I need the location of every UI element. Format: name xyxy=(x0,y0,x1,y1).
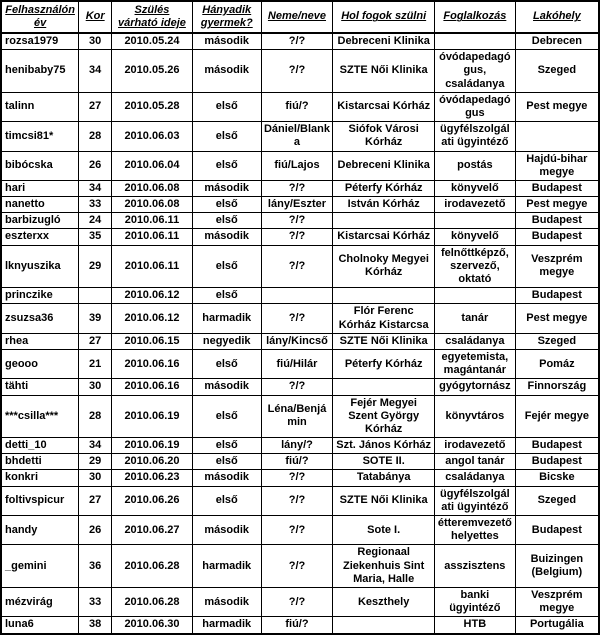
table-cell: 27 xyxy=(79,486,112,515)
table-cell: harmadik xyxy=(192,304,261,333)
table-cell: Szeged xyxy=(515,333,599,349)
table-cell: ?/? xyxy=(261,545,333,588)
table-cell: talinn xyxy=(1,92,79,121)
table-cell: családanya xyxy=(435,333,516,349)
table-cell: 34 xyxy=(79,50,112,93)
table-cell: ?/? xyxy=(261,470,333,486)
table-cell: timcsi81* xyxy=(1,122,79,151)
table-cell: fiú/Lajos xyxy=(261,151,333,180)
table-cell: 35 xyxy=(79,229,112,245)
table-cell: ügyfélszolgálati ügyintéző xyxy=(435,122,516,151)
table-row xyxy=(1,470,599,486)
table-cell: 2010.06.23 xyxy=(112,470,193,486)
column-header-label: Foglalkozás xyxy=(443,10,507,23)
table-cell: második xyxy=(192,50,261,93)
table-row xyxy=(1,180,599,196)
table-cell: 2010.06.16 xyxy=(112,349,193,378)
table-cell: Szeged xyxy=(515,486,599,515)
table-cell: hari xyxy=(1,180,79,196)
table-cell: detti_10 xyxy=(1,438,79,454)
table-row xyxy=(1,454,599,470)
table-cell: ügyfélszolgálati ügyintéző xyxy=(435,486,516,515)
table-cell: Pomáz xyxy=(515,349,599,378)
table-cell xyxy=(435,288,516,304)
table-cell: 24 xyxy=(79,213,112,229)
table-cell: 33 xyxy=(79,587,112,616)
table-cell: banki ügyintéző xyxy=(435,587,516,616)
table-row xyxy=(1,617,599,634)
table-cell: tanár xyxy=(435,304,516,333)
table-cell: Hajdú-bihar megye xyxy=(515,151,599,180)
table-cell: 27 xyxy=(79,92,112,121)
table-cell: postás xyxy=(435,151,516,180)
table-cell: lány/? xyxy=(261,438,333,454)
table-cell: negyedik xyxy=(192,333,261,349)
table-cell: 2010.06.12 xyxy=(112,288,193,304)
table-cell: 2010.06.27 xyxy=(112,516,193,545)
column-header xyxy=(261,1,333,33)
table-cell: barbizugló xyxy=(1,213,79,229)
table-cell: Veszprém megye xyxy=(515,245,599,288)
table-cell: 38 xyxy=(79,617,112,634)
table-row xyxy=(1,333,599,349)
table-cell: Budapest xyxy=(515,180,599,196)
table-cell: fiú/? xyxy=(261,454,333,470)
table-row xyxy=(1,213,599,229)
table-cell xyxy=(515,122,599,151)
table-cell: Léna/Benjámin xyxy=(261,395,333,438)
table-cell: irodavezető xyxy=(435,438,516,454)
table-cell: lány/Kincső xyxy=(261,333,333,349)
table-cell: Kistarcsai Kórház xyxy=(333,92,435,121)
table-cell: Fejér megye xyxy=(515,395,599,438)
table-cell: 2010.06.19 xyxy=(112,395,193,438)
table-cell: 2010.06.03 xyxy=(112,122,193,151)
table-cell: konkri xyxy=(1,470,79,486)
table-cell: rozsa1979 xyxy=(1,33,79,50)
table-cell: tähti xyxy=(1,379,79,395)
column-header xyxy=(1,1,79,33)
table-row xyxy=(1,545,599,588)
table-cell: 33 xyxy=(79,197,112,213)
table-row xyxy=(1,33,599,50)
table-cell: angol tanár xyxy=(435,454,516,470)
table-cell: Bicske xyxy=(515,470,599,486)
table-row xyxy=(1,50,599,93)
column-header-label: Szülés várható ideje xyxy=(118,3,186,29)
table-cell: 2010.05.26 xyxy=(112,50,193,93)
table-cell: HTB xyxy=(435,617,516,634)
table-cell: 2010.06.08 xyxy=(112,180,193,196)
table-cell: 2010.06.12 xyxy=(112,304,193,333)
table-cell: Pest megye xyxy=(515,197,599,213)
table-cell: étteremvezető helyettes xyxy=(435,516,516,545)
table-cell: ?/? xyxy=(261,180,333,196)
column-header-label: Lakóhely xyxy=(533,10,581,23)
table-row xyxy=(1,245,599,288)
table-cell: Debrecen xyxy=(515,33,599,50)
table-cell: első xyxy=(192,213,261,229)
table-cell: 2010.05.28 xyxy=(112,92,193,121)
table-cell: Budapest xyxy=(515,454,599,470)
table-cell xyxy=(333,617,435,634)
table-cell: Budapest xyxy=(515,288,599,304)
table-cell: Budapest xyxy=(515,438,599,454)
table-cell: második xyxy=(192,516,261,545)
table-row xyxy=(1,229,599,245)
table-cell: 2010.06.30 xyxy=(112,617,193,634)
table-cell: 30 xyxy=(79,470,112,486)
column-header xyxy=(112,1,193,33)
table-cell: 2010.06.28 xyxy=(112,587,193,616)
table-cell xyxy=(435,213,516,229)
table-cell: harmadik xyxy=(192,545,261,588)
table-cell: henibaby75 xyxy=(1,50,79,93)
column-header xyxy=(79,1,112,33)
table-row xyxy=(1,349,599,378)
table-cell: Regionaal Ziekenhuis Sint Maria, Halle xyxy=(333,545,435,588)
table-cell: ?/? xyxy=(261,245,333,288)
table-cell: Dániel/Blanka xyxy=(261,122,333,151)
table-cell: óvódapedagógus xyxy=(435,92,516,121)
table-cell: luna6 xyxy=(1,617,79,634)
table-cell: Buizingen (Belgium) xyxy=(515,545,599,588)
table-cell: fiú/Hilár xyxy=(261,349,333,378)
table-cell: bhdetti xyxy=(1,454,79,470)
table-cell: 2010.06.11 xyxy=(112,229,193,245)
table-cell: felnőttképző, szervező, oktató xyxy=(435,245,516,288)
table-cell: második xyxy=(192,33,261,50)
table-cell: bibócska xyxy=(1,151,79,180)
table-cell: geooo xyxy=(1,349,79,378)
table-row xyxy=(1,92,599,121)
table-cell: Finnország xyxy=(515,379,599,395)
table-cell: első xyxy=(192,454,261,470)
table-cell: 2010.06.28 xyxy=(112,545,193,588)
column-header-label: Hányadik gyermek? xyxy=(200,3,253,29)
table-cell: Debreceni Klinika xyxy=(333,151,435,180)
table-cell: 34 xyxy=(79,438,112,454)
table-cell: fiú/? xyxy=(261,92,333,121)
table-cell: _gemini xyxy=(1,545,79,588)
table-cell: ?/? xyxy=(261,587,333,616)
table-cell: Fejér Megyei Szent György Kórház xyxy=(333,395,435,438)
table-cell: Kistarcsai Kórház xyxy=(333,229,435,245)
table-cell: 27 xyxy=(79,333,112,349)
table-cell: Pest megye xyxy=(515,92,599,121)
table-cell: 2010.06.08 xyxy=(112,197,193,213)
table-cell: Veszprém megye xyxy=(515,587,599,616)
table-cell: ?/? xyxy=(261,229,333,245)
table-row xyxy=(1,304,599,333)
table-cell: princzike xyxy=(1,288,79,304)
table-cell: 30 xyxy=(79,379,112,395)
table-cell xyxy=(333,288,435,304)
table-cell: óvódapedagógus, családanya xyxy=(435,50,516,93)
column-header xyxy=(192,1,261,33)
table-cell: könyvelő xyxy=(435,229,516,245)
column-header-label: Neme/neve xyxy=(267,10,327,23)
table-row xyxy=(1,288,599,304)
table-cell: 2010.06.19 xyxy=(112,438,193,454)
table-cell: Debreceni Klinika xyxy=(333,33,435,50)
table-cell: Szt. János Kórház xyxy=(333,438,435,454)
column-header xyxy=(435,1,516,33)
table-cell: 2010.06.20 xyxy=(112,454,193,470)
table-cell: ?/? xyxy=(261,33,333,50)
table-row xyxy=(1,395,599,438)
table-cell: második xyxy=(192,229,261,245)
table-cell: első xyxy=(192,92,261,121)
table-cell: Péterfy Kórház xyxy=(333,180,435,196)
table-cell: SZTE Női Klinika xyxy=(333,50,435,93)
table-cell: handy xyxy=(1,516,79,545)
table-cell: első xyxy=(192,288,261,304)
table-cell: első xyxy=(192,395,261,438)
table-cell: első xyxy=(192,151,261,180)
table-cell: 2010.06.11 xyxy=(112,213,193,229)
table-cell: zsuzsa36 xyxy=(1,304,79,333)
table-cell: Szeged xyxy=(515,50,599,93)
table-cell: Flór Ferenc Kórház Kistarcsa xyxy=(333,304,435,333)
table-cell: 26 xyxy=(79,516,112,545)
table-cell: 2010.06.15 xyxy=(112,333,193,349)
table-cell: Pest megye xyxy=(515,304,599,333)
table-cell: gyógytornász xyxy=(435,379,516,395)
table-cell: 21 xyxy=(79,349,112,378)
table-cell: első xyxy=(192,122,261,151)
table-row xyxy=(1,122,599,151)
table-cell: István Kórház xyxy=(333,197,435,213)
table-header xyxy=(1,1,599,33)
table-cell: 2010.06.26 xyxy=(112,486,193,515)
table-cell: első xyxy=(192,197,261,213)
table-cell: 36 xyxy=(79,545,112,588)
table-cell: Portugália xyxy=(515,617,599,634)
table-cell: nanetto xyxy=(1,197,79,213)
table-cell: második xyxy=(192,587,261,616)
column-header-label: Hol fogok szülni xyxy=(341,10,427,23)
column-header-label: Kor xyxy=(85,10,105,23)
table-cell: második xyxy=(192,180,261,196)
table-cell: SZTE Női Klinika xyxy=(333,486,435,515)
table-cell: Péterfy Kórház xyxy=(333,349,435,378)
table-cell: 29 xyxy=(79,454,112,470)
table-cell: eszterxx xyxy=(1,229,79,245)
table-cell: asszisztens xyxy=(435,545,516,588)
table-cell: második xyxy=(192,379,261,395)
table-cell: lknyuszika xyxy=(1,245,79,288)
table-cell: 39 xyxy=(79,304,112,333)
table-row xyxy=(1,151,599,180)
table-cell: 30 xyxy=(79,33,112,50)
table-cell: Cholnoky Megyei Kórház xyxy=(333,245,435,288)
table-cell: 28 xyxy=(79,395,112,438)
table-cell: Keszthely xyxy=(333,587,435,616)
table-cell: ?/? xyxy=(261,304,333,333)
table-row xyxy=(1,438,599,454)
table-cell: egyetemista, magántanár xyxy=(435,349,516,378)
table-cell: 2010.05.24 xyxy=(112,33,193,50)
table-cell: lány/Eszter xyxy=(261,197,333,213)
table-cell: könyvtáros xyxy=(435,395,516,438)
table-cell: irodavezető xyxy=(435,197,516,213)
table-cell: 26 xyxy=(79,151,112,180)
table-cell: 29 xyxy=(79,245,112,288)
column-header xyxy=(515,1,599,33)
table-cell: 2010.06.11 xyxy=(112,245,193,288)
table-cell: könyvelő xyxy=(435,180,516,196)
column-header xyxy=(333,1,435,33)
table-cell: Budapest xyxy=(515,213,599,229)
table-cell: 2010.06.16 xyxy=(112,379,193,395)
table-cell: első xyxy=(192,438,261,454)
column-header-label: Felhasználónév xyxy=(5,3,75,29)
table-body xyxy=(1,33,599,634)
table-cell: fiú/? xyxy=(261,617,333,634)
table-cell: ?/? xyxy=(261,50,333,93)
table-cell: rhea xyxy=(1,333,79,349)
table-row xyxy=(1,516,599,545)
table-cell: foltivspicur xyxy=(1,486,79,515)
table-cell: ?/? xyxy=(261,213,333,229)
table-cell: ***csilla*** xyxy=(1,395,79,438)
table-cell: Sote I. xyxy=(333,516,435,545)
table-cell: ?/? xyxy=(261,486,333,515)
table-cell: ?/? xyxy=(261,379,333,395)
table-cell: első xyxy=(192,349,261,378)
table-cell xyxy=(333,379,435,395)
table-cell: Budapest xyxy=(515,229,599,245)
table-cell xyxy=(79,288,112,304)
table-cell: első xyxy=(192,245,261,288)
table-cell: ?/? xyxy=(261,516,333,545)
table-cell: SOTE II. xyxy=(333,454,435,470)
table-cell: családanya xyxy=(435,470,516,486)
table-row xyxy=(1,379,599,395)
table-cell: Siófok Városi Kórház xyxy=(333,122,435,151)
table-cell: 34 xyxy=(79,180,112,196)
table-cell: 28 xyxy=(79,122,112,151)
table-cell: Tatabánya xyxy=(333,470,435,486)
table-cell xyxy=(435,33,516,50)
table-cell: második xyxy=(192,470,261,486)
table-row xyxy=(1,587,599,616)
table-row xyxy=(1,197,599,213)
table-row xyxy=(1,486,599,515)
header-row xyxy=(1,1,599,33)
table-cell: Budapest xyxy=(515,516,599,545)
table-cell: 2010.06.04 xyxy=(112,151,193,180)
table-cell xyxy=(333,213,435,229)
table-cell: harmadik xyxy=(192,617,261,634)
table-cell xyxy=(261,288,333,304)
table-cell: első xyxy=(192,486,261,515)
table-cell: SZTE Női Klinika xyxy=(333,333,435,349)
table-cell: mézvirág xyxy=(1,587,79,616)
